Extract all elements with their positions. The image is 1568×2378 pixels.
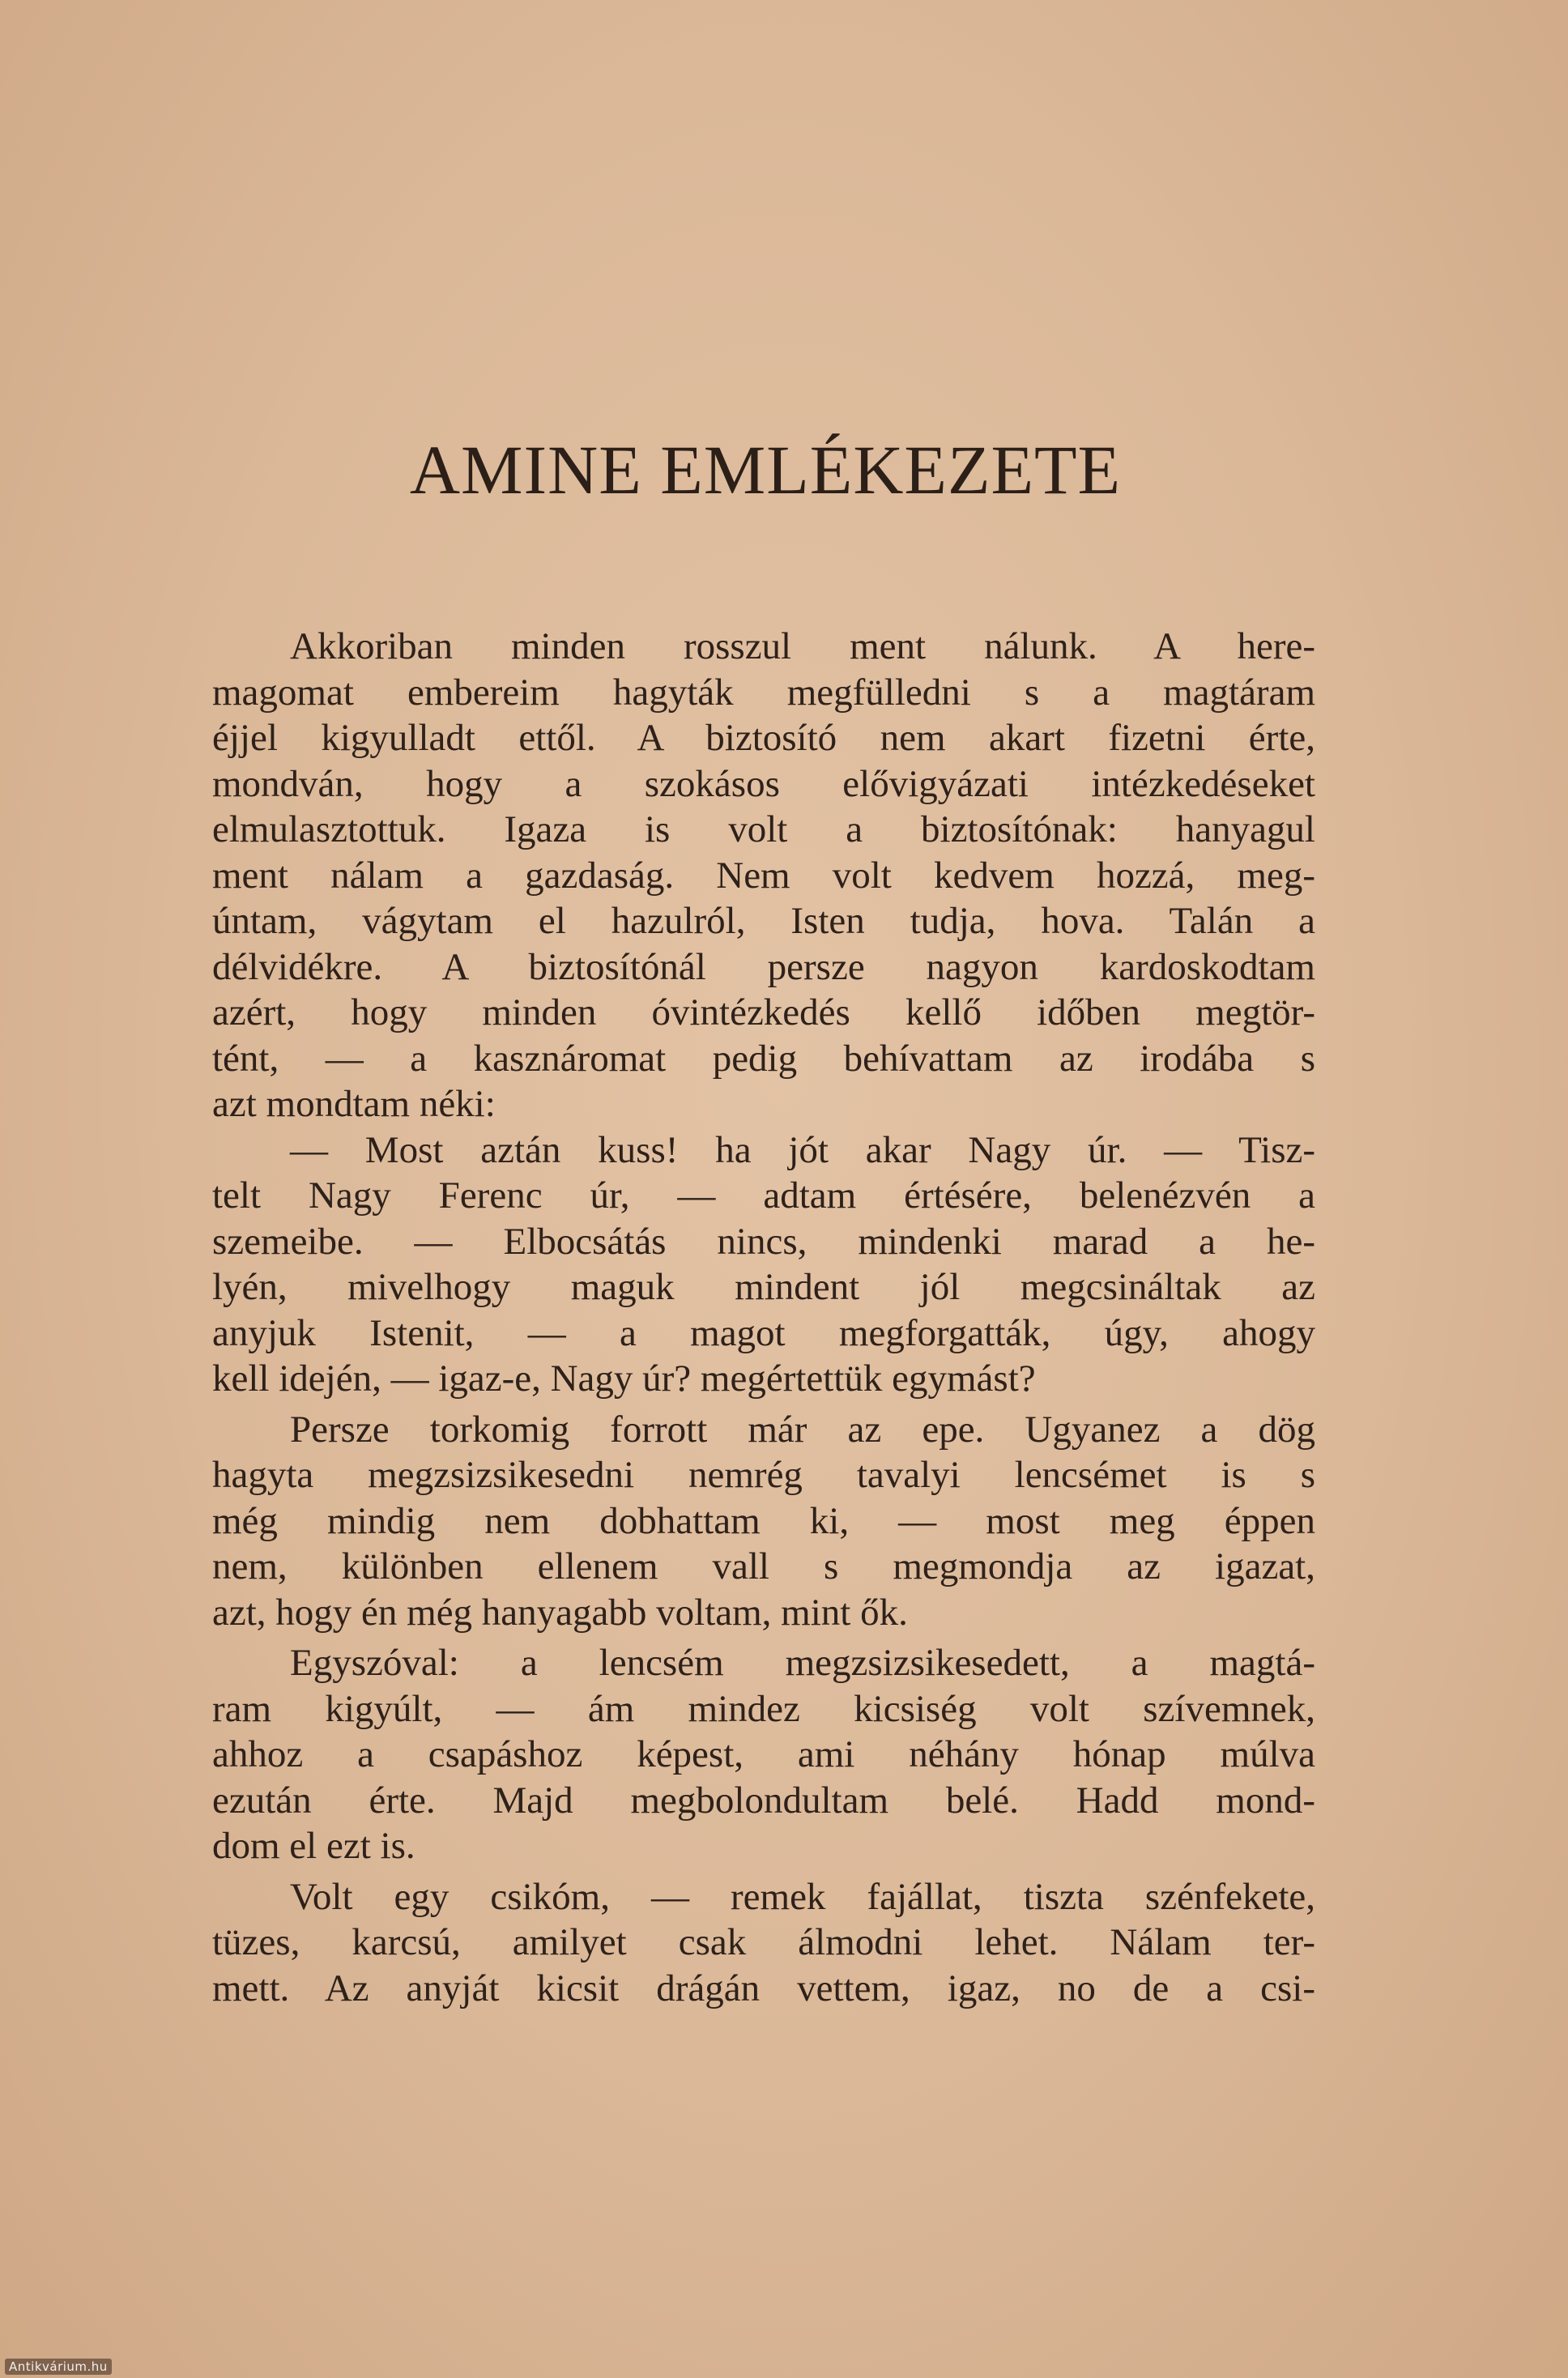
text-line: nem, különben ellenem vall s megmondja az igazat, [212,1545,1315,1587]
paragraph-5 [212,1874,1315,2012]
text-line: telt Nagy Ferenc úr, — adtam értésére, belenézvén a [212,1174,1315,1217]
text-line: dom el ezt is. [212,1825,415,1867]
text-line: azt, hogy én még hanyagabb voltam, mint ők. [212,1591,908,1634]
text-line: ram kigyúlt, — ám mindez kicsiség volt szívemnek, [212,1687,1315,1730]
paragraph-2 [212,1127,1315,1402]
text-line: úntam, vágytam el hazulról, Isten tudja, hova. Talán a [212,900,1315,942]
text-line: Persze torkomig forrott már az epe. Ugyanez a dög [290,1408,1315,1451]
text-line: tént, — a kasznáromat pedig behívattam az irodába s [212,1037,1315,1080]
paragraph-1 [212,624,1315,1127]
text-line: azt mondtam néki: [212,1083,496,1125]
text-line: — Most aztán kuss! ha jót akar Nagy úr. — Tisz- [290,1128,1315,1171]
text-line: szemeibe. — Elbocsátás nincs, mindenki marad a he- [212,1220,1315,1263]
text-line: ment nálam a gazdaság. Nem volt kedvem hozzá, meg- [212,854,1315,897]
text-line: éjjel kigyulladt ettől. A biztosító nem akart fizetni érte, [212,717,1315,759]
text-line: délvidékre. A biztosítónál persze nagyon kardoskodtam [212,945,1315,988]
paragraph-4 [212,1640,1315,1869]
text-line: ahhoz a csapáshoz képest, ami néhány hónap múlva [212,1733,1315,1775]
text-line: Akkoriban minden rosszul ment nálunk. A here- [290,625,1315,667]
text-line: anyjuk Istenit, — a magot megforgatták, úgy, ahogy [212,1311,1315,1354]
text-line: lyén, mivelhogy maguk mindent jól megcsináltak az [212,1266,1315,1308]
text-line: még mindig nem dobhattam ki, — most meg éppen [212,1499,1315,1542]
body-text [212,624,1315,2011]
text-line: Egyszóval: a lencsém megzsizsikesedett, a magtá- [290,1642,1315,1684]
text-line: Volt egy csikóm, — remek fajállat, tiszta szénfekete, [290,1875,1315,1918]
text-line: mondván, hogy a szokásos elővigyázati intézkedéseket [212,762,1315,805]
paragraph-3 [212,1407,1315,1636]
text-line: ezután érte. Majd megbolondultam belé. Hadd mond- [212,1779,1315,1822]
text-line: mett. Az anyját kicsit drágán vettem, igaz, no de a csi- [212,1967,1315,2009]
text-line: kell idején, — igaz-e, Nagy úr? megértettük egymást? [212,1357,1036,1400]
text-line: tüzes, karcsú, amilyet csak álmodni lehet. Nálam ter- [212,1921,1315,1963]
text-line: magomat embereim hagyták megfülledni s a magtáram [212,671,1315,714]
text-line: hagyta megzsizsikesedni nemrég tavalyi lencsémet is s [212,1454,1315,1496]
chapter-title: AMINE EMLÉKEZETE [409,431,1122,509]
text-line: azért, hogy minden óvintézkedés kellő időben megtör- [212,991,1315,1033]
text-line: elmulasztottuk. Igaza is volt a biztosítónak: hanyagul [212,808,1315,850]
watermark-label: Antikvárium.hu [5,2359,112,2375]
